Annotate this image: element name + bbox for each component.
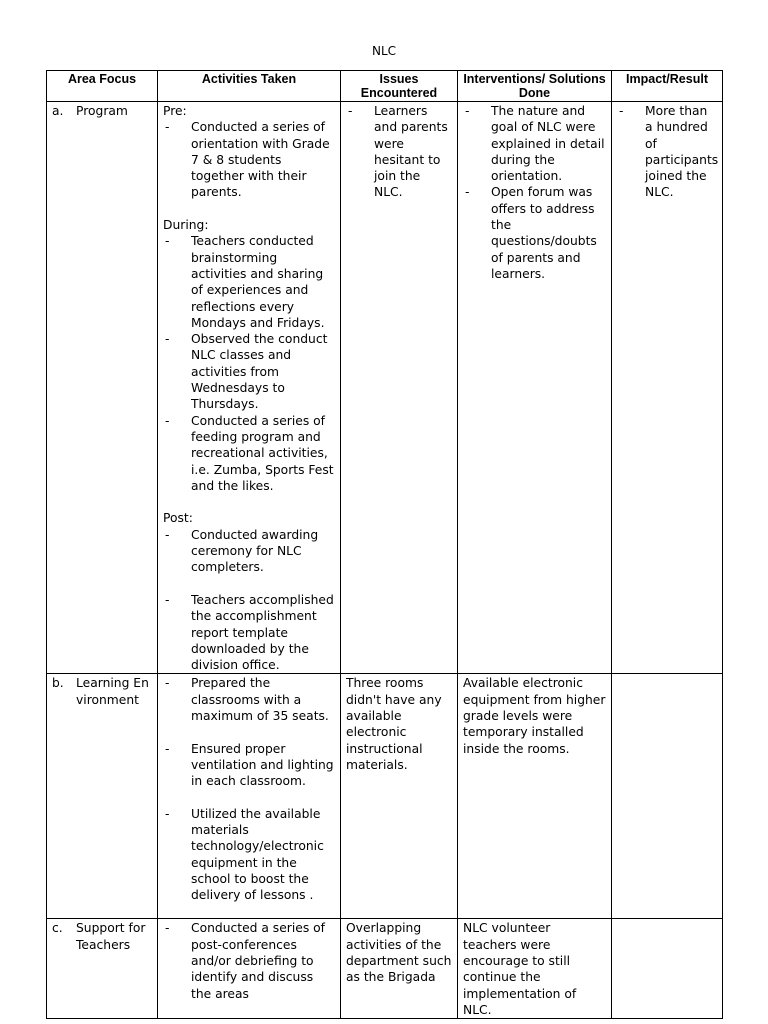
issues-cell: Three rooms didn't have any available electronic instructional materials. bbox=[341, 674, 458, 919]
activity-list-post-2 bbox=[163, 592, 335, 673]
list-item: - Prepared the classrooms with a maximum of 35 seats. bbox=[165, 676, 329, 723]
area-focus-cell bbox=[47, 674, 158, 919]
table-row bbox=[47, 102, 723, 674]
table-row bbox=[47, 674, 723, 919]
header-activities-taken: Activities Taken bbox=[158, 71, 341, 102]
area-focus-cell bbox=[47, 919, 158, 1019]
impact-cell bbox=[612, 102, 723, 674]
list-item: - Open forum was offers to address the questions/doubts of parents and learners. bbox=[465, 185, 597, 281]
list-item: - Ensured proper ventilation and lighting in each classroom. bbox=[165, 741, 334, 789]
row-letter: b. bbox=[52, 676, 64, 691]
activity-list-during bbox=[163, 233, 335, 494]
document-title: NLC bbox=[371, 44, 397, 58]
header-issues-encountered: Issues Encountered bbox=[341, 71, 458, 102]
table-row bbox=[47, 919, 723, 1019]
header-impact-result: Impact/Result bbox=[612, 71, 723, 102]
phase-label-during: During: bbox=[163, 218, 209, 233]
impact-cell bbox=[612, 674, 723, 919]
list-item: - Observed the conduct NLC classes and activities from Wednesdays to Thursdays. bbox=[165, 332, 328, 412]
list-item: - More than a hundred of participants joined the NLC. bbox=[619, 104, 719, 200]
header-interventions: Interventions/ Solutions Done bbox=[458, 71, 612, 102]
area-name: Learning Environment bbox=[76, 676, 149, 707]
area-name: Program bbox=[76, 104, 128, 118]
phase-label-post: Post: bbox=[163, 511, 193, 526]
header-area-focus: Area Focus bbox=[47, 71, 158, 102]
list-item: - Conducted a series of orientation with Grade 7 & 8 students together with their parents. bbox=[165, 120, 330, 200]
list-item: - Teachers conducted brainstorming activities and sharing of experiences and reflections every Mondays and Fridays. bbox=[165, 234, 325, 330]
phase-label-pre: Pre: bbox=[163, 104, 187, 118]
area-focus-cell bbox=[47, 102, 158, 674]
list-item: - Learners and parents were hesitant to join the NLC. bbox=[348, 104, 448, 200]
nlc-report-table bbox=[46, 70, 723, 1019]
interventions-cell bbox=[458, 102, 612, 674]
list-item: - The nature and goal of NLC were explained in detail during the orientation. bbox=[465, 104, 605, 184]
list-item: - Conducted a series of feeding program and recreational activities, i.e. Zumba, Sports Fest and the likes. bbox=[165, 413, 334, 493]
area-name: Support for Teachers bbox=[76, 921, 146, 952]
activities-cell bbox=[158, 674, 341, 919]
header-row bbox=[47, 71, 723, 102]
issues-cell: Overlapping activities of the department such as the Brigada bbox=[341, 919, 458, 1019]
issues-cell bbox=[341, 102, 458, 674]
impact-cell bbox=[612, 919, 723, 1019]
row-letter: c. bbox=[52, 921, 63, 936]
list-item: - Utilized the available materials technology/electronic equipment in the school to boost the delivery of lessons . bbox=[165, 806, 324, 903]
list-item: - Conducted a series of post-conferences and/or debriefing to identify and discuss the areas bbox=[165, 921, 325, 1001]
list-item: - Conducted awarding ceremony for NLC completers. bbox=[165, 527, 319, 575]
activity-list-pre bbox=[163, 119, 335, 200]
activities-cell bbox=[158, 102, 341, 674]
row-letter: a. bbox=[52, 104, 64, 118]
interventions-cell: NLC volunteer teachers were encourage to still continue the implementation of NLC. bbox=[458, 919, 612, 1019]
activities-cell bbox=[158, 919, 341, 1019]
interventions-cell: Available electronic equipment from higher grade levels were temporary installed inside the rooms. bbox=[458, 674, 612, 919]
activity-list-post bbox=[163, 527, 335, 576]
list-item: - Teachers accomplished the accomplishment report template downloaded by the division office. bbox=[165, 592, 334, 673]
